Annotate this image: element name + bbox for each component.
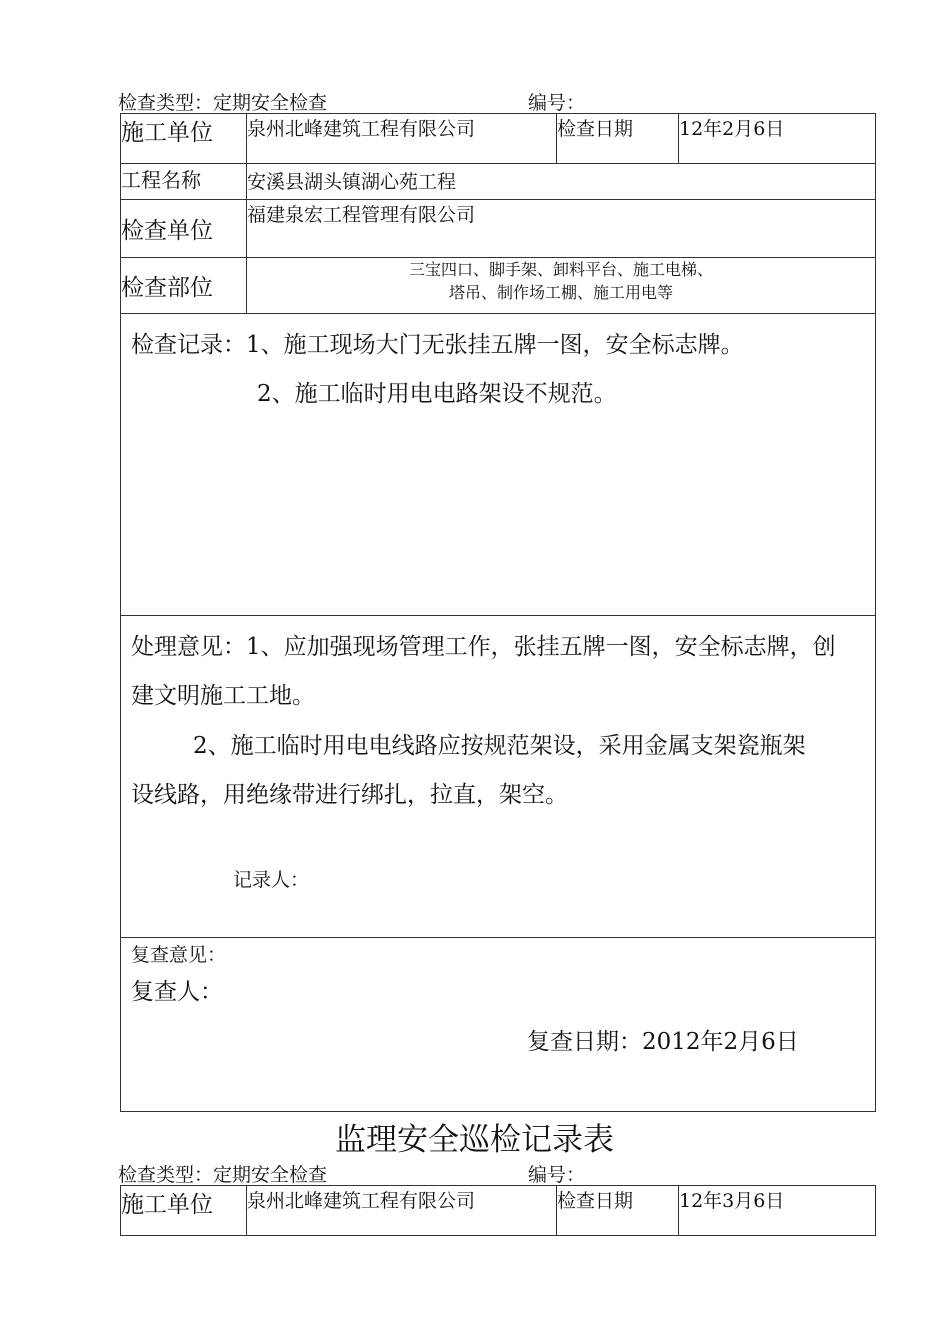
- review-date: 复查日期：2012年2月6日: [527, 1029, 799, 1055]
- opinion-line-2: 建文明施工工地。: [131, 683, 315, 709]
- inspection-date-value: 12年2月6日: [679, 114, 876, 164]
- inspection-type-2: 检查类型：定期安全检查: [118, 1164, 328, 1186]
- review-cell: [121, 938, 876, 1112]
- opinion-line-3: 2、施工临时用电电线路应按规范架设，采用金属支架瓷瓶架: [193, 733, 806, 759]
- inspection-location-label: 检查部位: [121, 258, 247, 314]
- inspection-unit-value: 福建泉宏工程管理有限公司: [247, 200, 876, 258]
- construction-unit-value: 泉州北峰建筑工程有限公司: [247, 114, 557, 164]
- record-line-1: 检查记录：1、施工现场大门无张挂五牌一图，安全标志牌。: [131, 332, 744, 358]
- inspection-form-table: [120, 113, 876, 1112]
- opinion-line-4: 设线路，用绝缘带进行绑扎，拉直，架空。: [131, 782, 568, 808]
- inspection-date-label: 检查日期: [557, 114, 679, 164]
- reviewer-label: 复查人：: [131, 979, 223, 1005]
- inspection-unit-label: 检查单位: [121, 200, 247, 258]
- opinion-line-1: 处理意见：1、应加强现场管理工作，张挂五牌一图，安全标志牌，创: [131, 634, 836, 660]
- project-name-value: 安溪县湖头镇湖心苑工程: [247, 164, 876, 200]
- construction-unit-value-2: 泉州北峰建筑工程有限公司: [247, 1186, 557, 1236]
- construction-unit-label-2: 施工单位: [121, 1186, 247, 1236]
- inspection-record-cell: [121, 314, 876, 616]
- project-name-label: 工程名称: [121, 164, 247, 200]
- handling-opinion-cell: [121, 616, 876, 938]
- form-title: 监理安全巡检记录表: [335, 1122, 614, 1158]
- inspection-date-value-2: 12年3月6日: [679, 1186, 876, 1236]
- record-number-label: 编号：: [528, 92, 586, 114]
- location-line-2: 塔吊、制作场工棚、施工用电等: [448, 283, 673, 302]
- inspection-type: 检查类型：定期安全检查: [118, 92, 328, 114]
- inspection-location-value: [247, 258, 876, 314]
- review-opinion-label: 复查意见：: [131, 944, 227, 966]
- inspection-form-table-2: [120, 1185, 876, 1236]
- location-line-1: 三宝四口、脚手架、卸料平台、施工电梯、: [408, 260, 713, 279]
- recorder-label: 记录人：: [233, 869, 310, 891]
- record-number-label-2: 编号：: [528, 1164, 586, 1186]
- inspection-date-label-2: 检查日期: [557, 1186, 679, 1236]
- construction-unit-label: 施工单位: [121, 114, 247, 164]
- record-line-2: 2、施工临时用电电路架设不规范。: [257, 381, 617, 407]
